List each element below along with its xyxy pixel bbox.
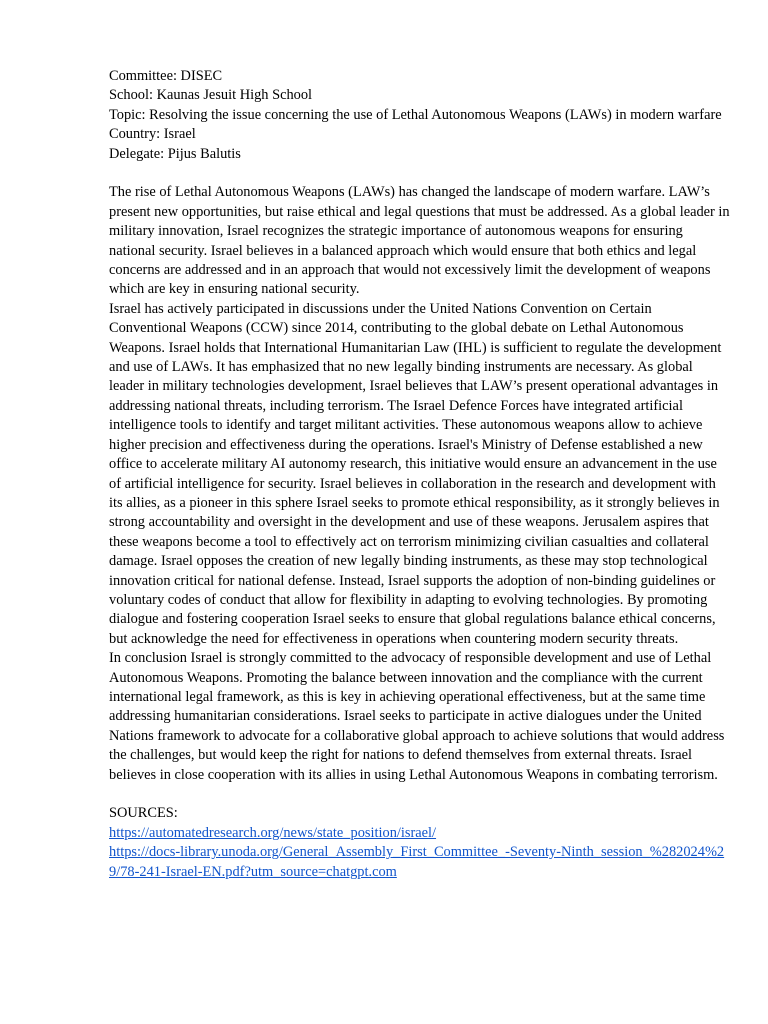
source-link-1[interactable]: https://automatedresearch.org/news/state_position/israel/ (109, 824, 437, 841)
topic-line: Topic: Resolving the issue concerning the use of Lethal Autonomous Weapons (LAWs) in modern warfare (109, 106, 722, 123)
blank-line (109, 164, 731, 183)
sources-heading: SOURCES: (109, 805, 178, 822)
source-link-2[interactable]: https://docs-library.unoda.org/General_Assembly_First_Committee_-Seventy-Ninth_session_%282024%29/78-241-Israel-EN.pdf?utm_source=chatgpt.com (109, 844, 725, 880)
committee-line: Committee: DISEC (109, 68, 223, 84)
document-page (109, 67, 731, 882)
body-paragraph-intro: The rise of Lethal Autonomous Weapons (LAWs) has changed the landscape of modern warfare. LAW’s present new opportunities, but raise ethical and legal questions that must be addressed. As a global leader in military innovation, Israel recognizes the strategic importance of autonomous weapons for ensuring national security. Israel believes in a balanced approach which would ensure that both ethics and legal concerns are addressed and in an approach that would not excessively limit the development of weapons which are key in ensuring national security. (109, 184, 730, 298)
delegate-line: Delegate: Pijus Balutis (109, 145, 241, 162)
blank-line (109, 785, 731, 804)
document-body (109, 183, 731, 785)
sources-section (109, 804, 731, 882)
body-paragraph-conclusion: In conclusion Israel is strongly committed to the advocacy of responsible development and use of Lethal Autonomous Weapons. Promoting the balance between innovation and the compliance with the current international legal framework, as this is key in achieving operational effectiveness, but at the same time addressing humanitarian considerations. Israel seeks to participate in active dialogues under the United Nations framework to advocate for a collaborative global approach to achieve solutions that would address the challenges, but would keep the right for nations to defend themselves from external threats. Israel believes in close cooperation with its allies in using Lethal Autonomous Weapons in combating terrorism. (109, 650, 725, 783)
body-paragraph-position: Israel has actively participated in discussions under the United Nations Convention on Certain Conventional Weapons (CCW) since 2014, contributing to the global debate on Lethal Autonomous Weapons. Israel holds that International Humanitarian Law (IHL) is sufficient to regulate the development and use of LAWs. It has emphasized that no new legally binding instruments are necessary. As global leader in military technologies development, Israel believes that LAW’s present operational advantages in addressing national threats, including terrorism. The Israel Defence Forces have integrated artificial intelligence tools to identify and target militant activities. These autonomous weapons allow to achieve higher precision and effectiveness during the operations. Israel's Ministry of Defense established a new office to accelerate military AI autonomy research, this initiative would ensure an advancement in the use of artificial intelligence for security. Israel believes in collaboration in the research and development with its allies, as a pioneer in this sphere Israel seeks to promote ethical responsibility, as it strongly believes in strong accountability and oversight in the development and use of these weapons. Jerusalem aspires that these weapons become a tool to effectively act on terrorism minimizing civilian casualties and collateral damage. Israel opposes the creation of new legally binding instruments, as these may stop technological innovation critical for national defense. Instead, Israel supports the adoption of non-binding guidelines or voluntary codes of conduct that allow for flexibility in adapting to evolving technologies. By promoting dialogue and fostering cooperation Israel seeks to ensure that global regulations balance ethical concerns, but acknowledge the need for effectiveness in operations when countering modern security threats. (109, 300, 722, 647)
country-line: Country: Israel (109, 126, 196, 143)
school-line: School: Kaunas Jesuit High School (109, 87, 313, 104)
document-header (109, 67, 731, 164)
